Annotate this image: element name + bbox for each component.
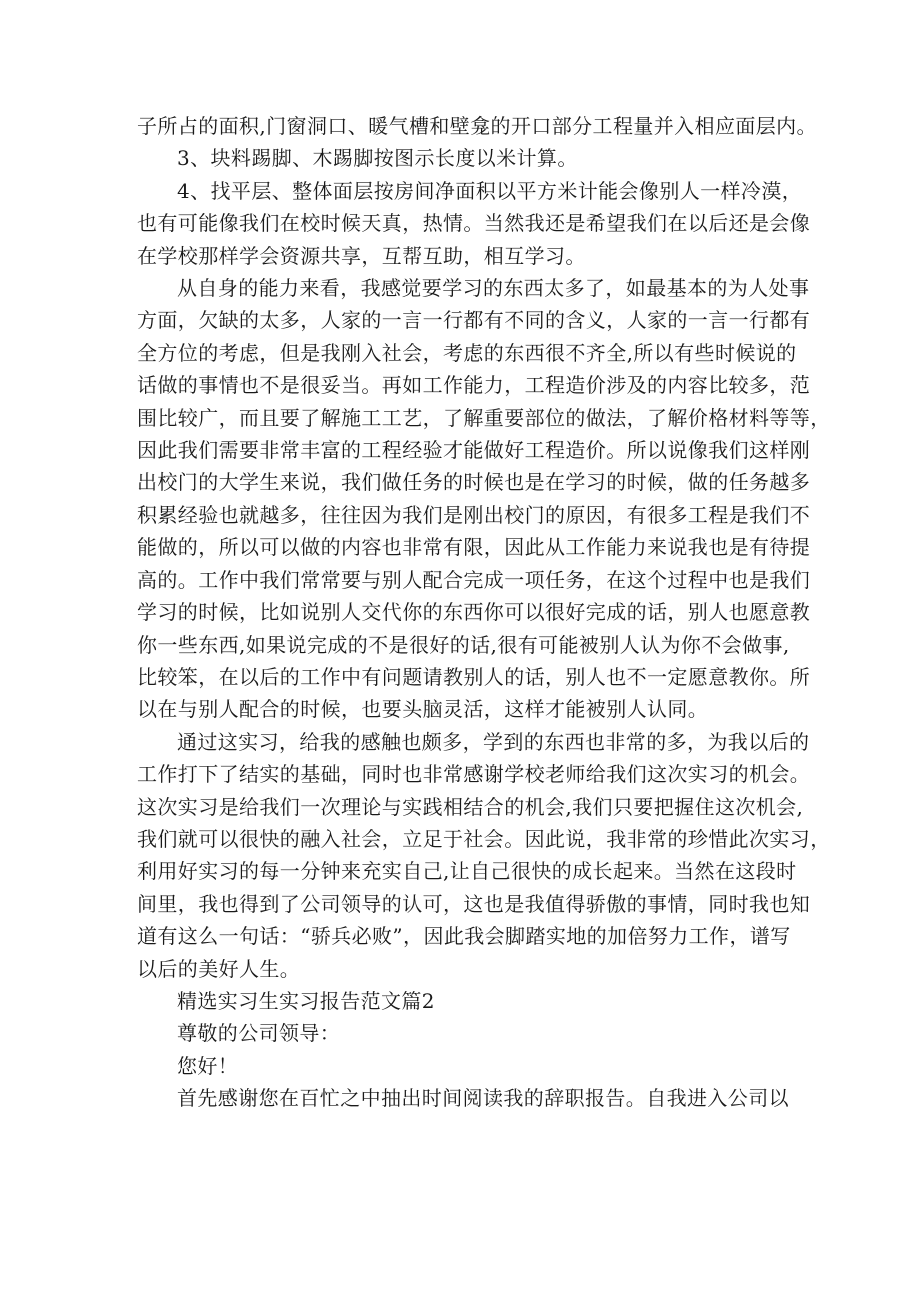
text-line: 间里，我也得到了公司领导的认可，这也是我值得骄傲的事情，同时我也知	[137, 891, 811, 916]
text-line: 4、找平层、整体面层按房间净面积以平方米计能会像别人一样冷漠，	[177, 178, 803, 203]
text-line: 以后的美好人生。	[137, 956, 301, 981]
document-body	[137, 110, 831, 1115]
paragraph-6	[137, 1082, 789, 1114]
paragraph-5	[137, 726, 831, 985]
text-line: 我们就可以很快的融入社会，立足于社会。因此说，我非常的珍惜此次实习，	[137, 826, 831, 851]
text-line: 工作打下了结实的基础，同时也非常感谢学校老师给我们这次实习的机会。	[137, 762, 811, 787]
text-line: 话做的事情也不是很妥当。再如工作能力，工程造价涉及的内容比较多，范	[137, 373, 811, 398]
text-line: 3、块料踢脚、木踢脚按图示长度以米计算。	[177, 146, 578, 171]
text-line: 首先感谢您在百忙之中抽出时间阅读我的辞职报告。自我进入公司以	[177, 1086, 789, 1111]
text-line: 你一些东西,如果说完成的不是很好的话,很有可能被别人认为你不会做事,	[137, 632, 790, 657]
text-line: 这次实习是给我们一次理论与实践相结合的机会,我们只要把握住这次机会,	[137, 794, 804, 819]
text-line: 利用好实习的每一分钟来充实自己,让自己很快的成长起来。当然在这段时	[137, 859, 797, 884]
salutation-text: 尊敬的公司领导：	[177, 1021, 341, 1046]
text-line: 在学校那样学会资源共享，互帮互助，相互学习。	[137, 243, 586, 268]
text-line: 学习的时候，比如说别人交代你的东西你可以很好完成的话，别人也愿意教	[137, 600, 811, 625]
text-line: 因此我们需要非常丰富的工程经验才能做好工程造价。所以说像我们这样刚	[137, 438, 811, 463]
text-line: 比较笨，在以后的工作中有问题请教别人的话，别人也不一定愿意教你。所	[137, 664, 811, 689]
paragraph-4	[137, 272, 831, 726]
text-line: 道有这么一句话：“骄兵必败”，因此我会脚踏实地的加倍努力工作，谱写	[137, 924, 791, 949]
text-line: 子所占的面积,门窗洞口、暖气槽和壁龛的开口部分工程量并入相应面层内。	[137, 114, 817, 138]
greeting	[137, 1050, 789, 1082]
text-line: 方面，欠缺的太多，人家的一言一行都有不同的含义，人家的一言一行都有	[137, 308, 811, 333]
section-heading	[137, 985, 789, 1017]
text-line: 能做的，所以可以做的内容也非常有限，因此从工作能力来说我也是有待提	[137, 535, 811, 560]
greeting-text: 您好！	[177, 1053, 239, 1078]
paragraph-3	[137, 175, 811, 272]
text-line: 全方位的考虑，但是我刚入社会，考虑的东西很不齐全,所以有些时候说的	[137, 340, 797, 365]
section-heading-text: 精选实习生实习报告范文篇2	[177, 988, 435, 1013]
text-line: 从自身的能力来看，我感觉要学习的东西太多了，如最基本的为人处事	[177, 276, 810, 301]
text-line: 也有可能像我们在校时候天真，热情。当然我还是希望我们在以后还是会像	[137, 211, 811, 236]
paragraph-2	[137, 142, 789, 174]
text-line: 以在与别人配合的时候，也要头脑灵活，这样才能被别人认同。	[137, 697, 709, 722]
text-line: 高的。工作中我们常常要与别人配合完成一项任务，在这个过程中也是我们	[137, 567, 811, 592]
text-line: 围比较广，而且要了解施工工艺，了解重要部位的做法，了解价格材料等等，	[137, 405, 831, 430]
text-line: 通过这实习，给我的感触也颇多，学到的东西也非常的多，为我以后的	[177, 729, 810, 754]
text-line: 出校门的大学生来说，我们做任务的时候也是在学习的时候，做的任务越多	[137, 470, 811, 495]
text-line: 积累经验也就越多，往往因为我们是刚出校门的原因，有很多工程是我们不	[137, 502, 811, 527]
paragraph-1	[137, 110, 817, 142]
salutation	[137, 1017, 789, 1049]
